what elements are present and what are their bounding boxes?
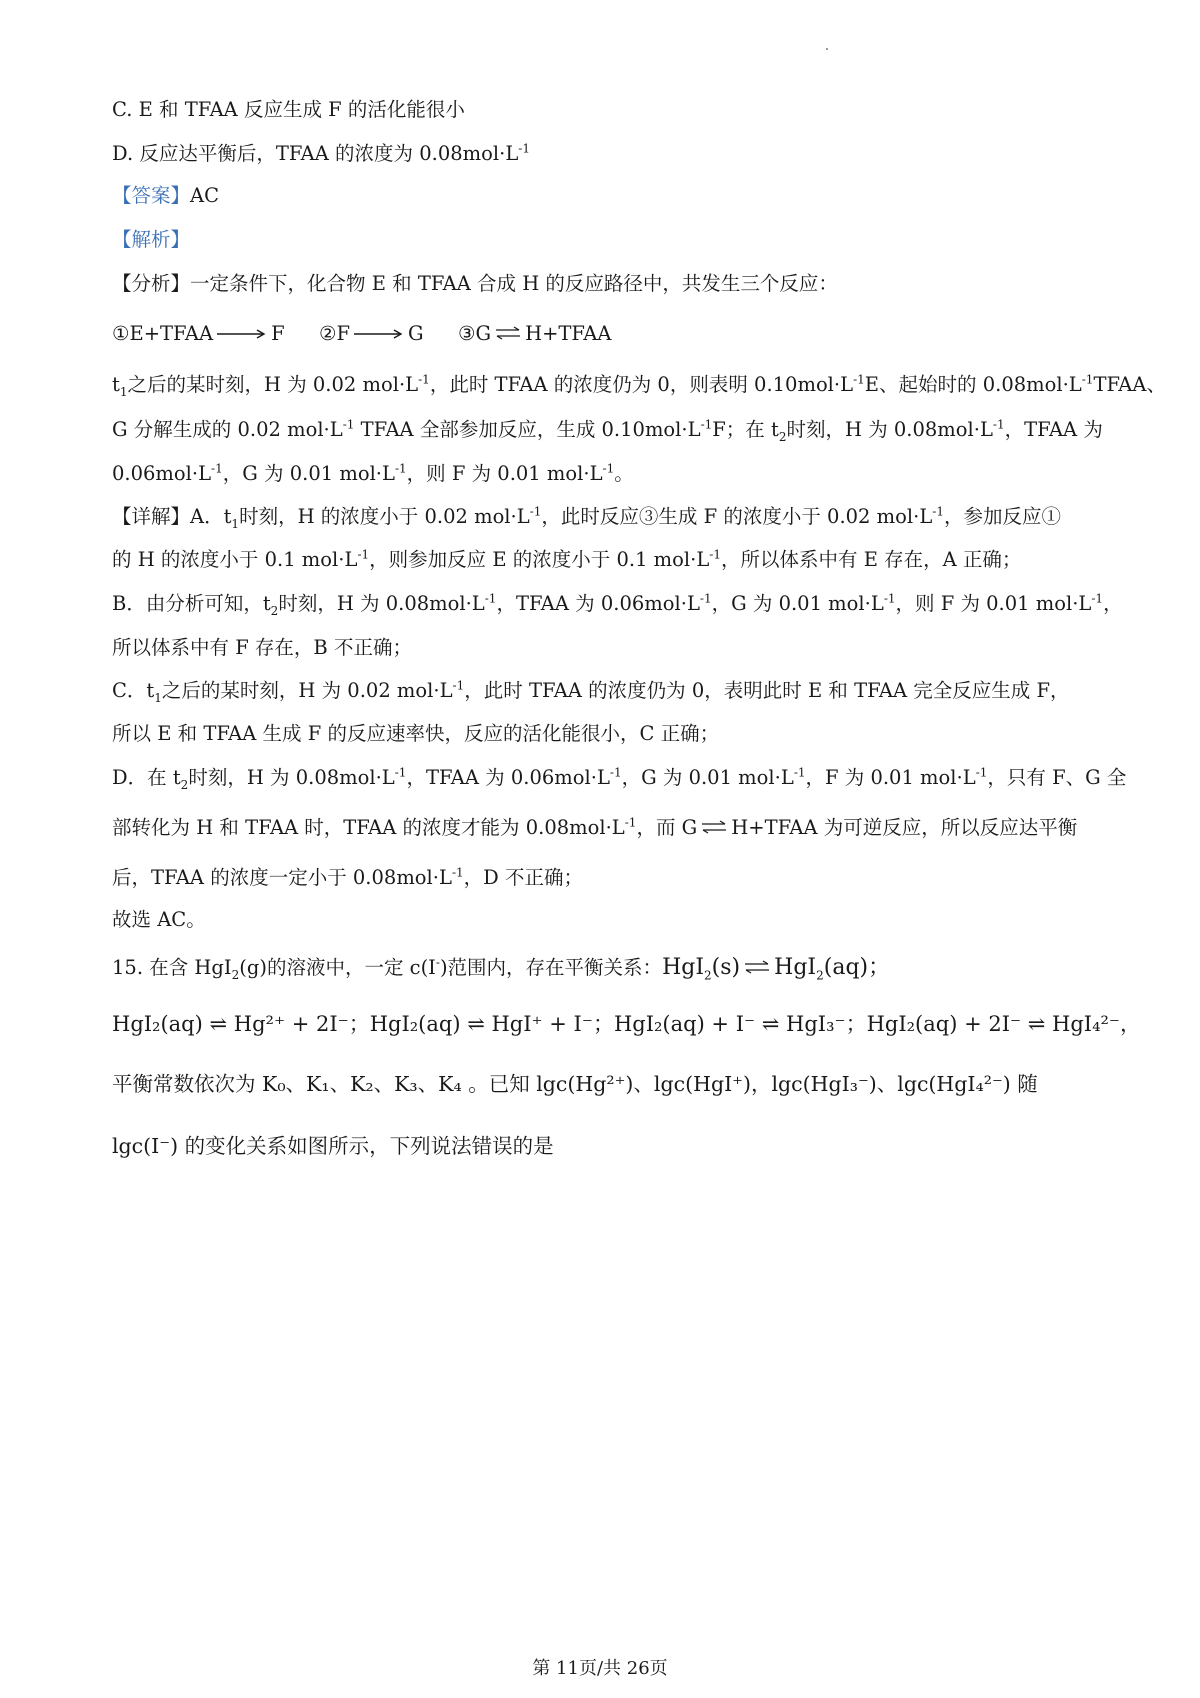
conclusion: 故选 AC。 [112,908,206,931]
text: 15. 在含 HgI [112,956,232,979]
text: 之后的某时刻，H 为 0.02 mol·L [127,373,419,396]
sup: -1 [1081,372,1094,387]
reaction-1: ①E+TFAA [112,322,214,345]
text: ，只有 F、G 全 [987,766,1127,789]
equilibrium-arrow-icon [701,816,727,839]
detail-b-1 [112,591,1123,618]
text: F；在 t [712,418,779,441]
text: ，所以体系中有 E 存在，A 正确； [721,548,1022,571]
equilibrium-arrow-icon [744,956,770,979]
detail-a-1 [112,504,1061,531]
text: ， [1103,592,1123,615]
reaction-3-product: H+TFAA [525,322,612,345]
equilibrium-arrow-icon [495,322,521,345]
text: 时刻，H 为 0.08mol·L [278,592,485,615]
sup: -1 [853,372,865,387]
analysis-p2 [112,417,1103,444]
detail-c-1 [112,678,1070,705]
text: (s) [711,955,741,980]
sup: -1 [975,765,988,780]
detail-d-1 [112,765,1127,792]
t: t [112,373,120,396]
sub: 2 [778,429,787,444]
text: 部转化为 H 和 TFAA 时，TFAA 的浓度才能为 0.08mol·L [112,816,625,839]
sup: -1 [932,504,944,519]
text: ，则 F 为 0.01 mol·L [895,592,1092,615]
sup: -1 [602,461,615,476]
sup: -1 [1091,591,1104,606]
detail-d-3 [112,866,583,889]
sub: 1 [119,384,128,399]
equilibrium-equations: HgI₂(aq) ⇌ Hg²⁺ + 2I⁻；HgI₂(aq) ⇌ HgI⁺ + I⁻；HgI₂(aq) + I⁻ ⇌ HgI₃⁻；HgI₂(aq) + 2I⁻ ⇌ HgI₄²⁻， [112,1012,1142,1036]
sub: 2 [231,967,240,982]
analysis-p3 [112,462,634,485]
text: E、起始时的 0.08mol·L [864,373,1082,396]
sup: -1 [451,865,464,880]
sup: -1 [484,591,497,606]
page-footer: 第 11页/共 26页 [532,1658,668,1679]
text: ，此时 TFAA 的浓度仍为 0，表明此时 E 和 TFAA 完全反应生成 F， [464,679,1070,702]
analysis-tag: 【解析】 [112,228,191,251]
sup: -1 [518,141,530,156]
right-arrow-icon [217,322,267,345]
text: 【详解】A．t [112,505,232,528]
text: 之后的某时刻，H 为 0.02 mol·L [161,679,453,702]
text: D．在 t [112,766,181,789]
text: 。 [614,462,634,485]
text: 后，TFAA 的浓度一定小于 0.08mol·L [112,866,452,889]
right-arrow-icon [354,322,404,345]
text: ，D 不正确； [463,866,583,889]
answer-value: AC [190,184,220,207]
sup: -1 [709,547,721,562]
text: (aq)； [823,955,891,980]
text: ，TFAA 为 0.06mol·L [496,592,700,615]
constants-line: 平衡常数依次为 K₀、K₁、K₂、K₃、K₄ 。已知 lgc(Hg²⁺)、lgc(HgI⁺)，lgc(HgI₃⁻)、lgc(HgI₄²⁻) 随 [112,1072,1038,1096]
text: ，G 为 0.01 mol·L [222,462,395,485]
option-d [112,142,530,165]
sub: 2 [270,603,279,618]
text: 时刻，H 为 0.08mol·L [786,418,993,441]
text: ，而 G [636,816,698,839]
sup: -1 [357,547,370,562]
sup: -1 [342,417,355,432]
sup: -1 [529,504,542,519]
sub: 1 [154,690,162,705]
text: H+TFAA 为可逆反应，所以反应达平衡 [731,816,1078,839]
detail-c-2: 所以 E 和 TFAA 生成 F 的反应速率快，反应的活化能很小，C 正确； [112,722,720,745]
text: TFAA 全部参加反应，生成 0.10mol·L [354,418,701,441]
answer-line [112,184,219,207]
sup: -1 [624,815,637,830]
option-c: C. E 和 TFAA 反应生成 F 的活化能很小 [112,98,465,121]
detail-a-2 [112,548,1021,571]
sup: -1 [609,765,622,780]
text: ，G 为 0.01 mol·L [621,766,794,789]
sup: -1 [699,591,712,606]
text: 0.06mol·L [112,462,212,485]
sup: -1 [211,461,223,476]
sub: 2 [816,968,824,983]
text: ，此时反应③生成 F 的浓度小于 0.02 mol·L [541,505,933,528]
analysis-intro: 【分析】一定条件下，化合物 E 和 TFAA 合成 H 的反应路径中，共发生三个反应： [112,272,838,295]
sup: -1 [883,591,896,606]
detail-b-2: 所以体系中有 F 存在，B 不正确； [112,636,412,659]
speck [826,48,828,50]
text: G 分解生成的 0.02 mol·L [112,418,343,441]
text: B．由分析可知，t [112,592,271,615]
text: ，TFAA 为 0.06mol·L [406,766,610,789]
reaction-1-product: F [271,322,285,345]
sup: - [435,955,440,970]
text: ，参加反应① [943,505,1061,528]
sup: -1 [793,765,806,780]
text: 的 H 的浓度小于 0.1 mol·L [112,548,358,571]
text: ，此时 TFAA 的浓度仍为 0，则表明 0.10mol·L [429,373,854,396]
sub: 2 [704,968,712,983]
sup: -1 [700,417,713,432]
text: (g)的溶液中，一定 c(I [239,956,436,979]
reaction-list [112,322,611,345]
text: TFAA、 [1093,373,1166,396]
text: 时刻，H 的浓度小于 0.02 mol·L [239,505,530,528]
sup: -1 [992,417,1005,432]
text: ，F 为 0.01 mol·L [805,766,976,789]
sub: 2 [180,777,189,792]
reaction-3: ③G [458,322,492,345]
text: 时刻，H 为 0.08mol·L [188,766,395,789]
sup: -1 [394,765,407,780]
reaction-2-product: G [408,322,424,345]
analysis-p1 [112,372,1166,399]
text: ，TFAA 为 [1004,418,1103,441]
answer-tag: 【答案】 [112,184,191,207]
sup: -1 [452,678,465,693]
option-d-text: D. 反应达平衡后，TFAA 的浓度为 0.08mol·L [112,142,519,165]
text: HgI [662,955,705,980]
text: ，G 为 0.01 mol·L [711,592,884,615]
text: HgI [774,955,817,980]
question-15-stem [112,955,890,981]
detail-d-2 [112,816,1077,839]
sup: -1 [418,372,430,387]
text: )范围内，存在平衡关系： [439,956,663,979]
question-ask: lgc(I⁻) 的变化关系如图所示，下列说法错误的是 [112,1134,554,1158]
text: ，则参加反应 E 的浓度小于 0.1 mol·L [369,548,710,571]
text: C．t [112,679,155,702]
sub: 1 [231,516,240,531]
sup: -1 [394,461,407,476]
reaction-2: ②F [319,322,351,345]
text: ，则 F 为 0.01 mol·L [406,462,603,485]
